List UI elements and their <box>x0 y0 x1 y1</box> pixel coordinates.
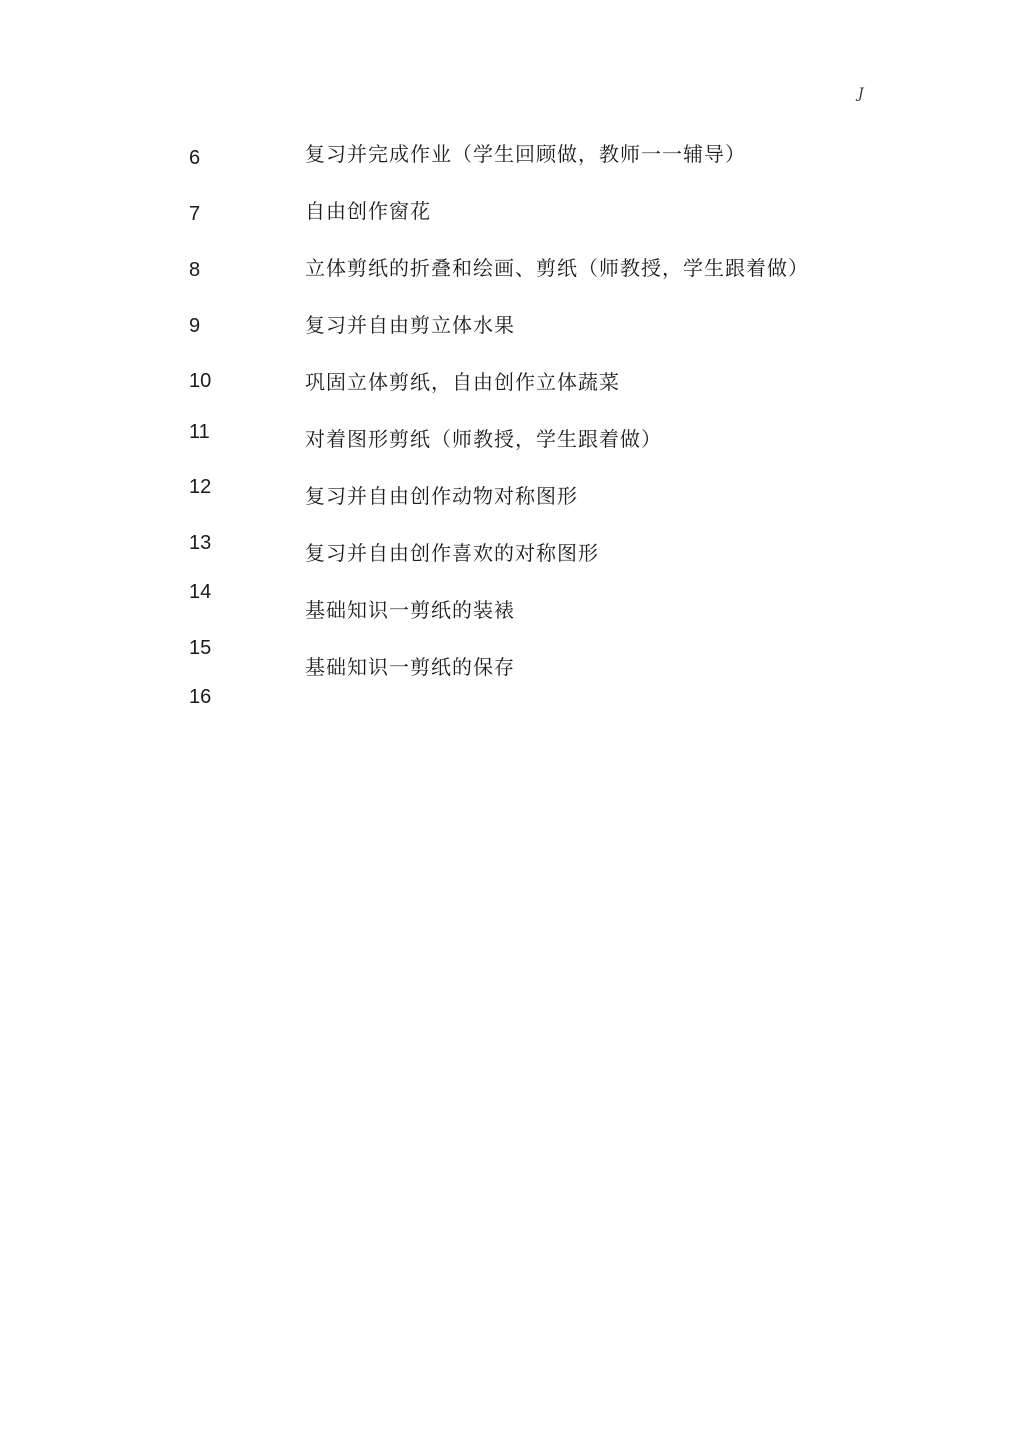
lesson-number: 11 <box>189 421 210 443</box>
corner-mark: J <box>858 86 864 102</box>
lesson-number: 6 <box>189 147 201 169</box>
lesson-text: 复习并自由创作动物对称图形 <box>305 484 578 508</box>
lesson-number: 15 <box>189 637 212 659</box>
lesson-text: 对着图形剪纸（师教授，学生跟着做） <box>305 427 662 451</box>
lesson-number: 12 <box>189 476 212 498</box>
lesson-text: 基础知识一剪纸的保存 <box>305 655 515 679</box>
lesson-number: 8 <box>189 259 201 281</box>
lesson-text: 巩固立体剪纸，自由创作立体蔬菜 <box>305 370 620 394</box>
lesson-text: 基础知识一剪纸的装裱 <box>305 598 515 622</box>
lesson-number: 9 <box>189 315 201 337</box>
lesson-number: 16 <box>189 686 212 708</box>
lesson-text: 复习并完成作业（学生回顾做，教师一一辅导） <box>305 142 746 166</box>
lesson-number: 10 <box>189 370 212 392</box>
lesson-text: 立体剪纸的折叠和绘画、剪纸（师教授，学生跟着做） <box>305 256 809 280</box>
lesson-text: 复习并自由创作喜欢的对称图形 <box>305 541 599 565</box>
lesson-number: 14 <box>189 581 212 603</box>
lesson-text: 复习并自由剪立体水果 <box>305 313 515 337</box>
lesson-number: 7 <box>189 203 201 225</box>
lesson-text: 自由创作窗花 <box>305 199 431 223</box>
lesson-number: 13 <box>189 532 212 554</box>
